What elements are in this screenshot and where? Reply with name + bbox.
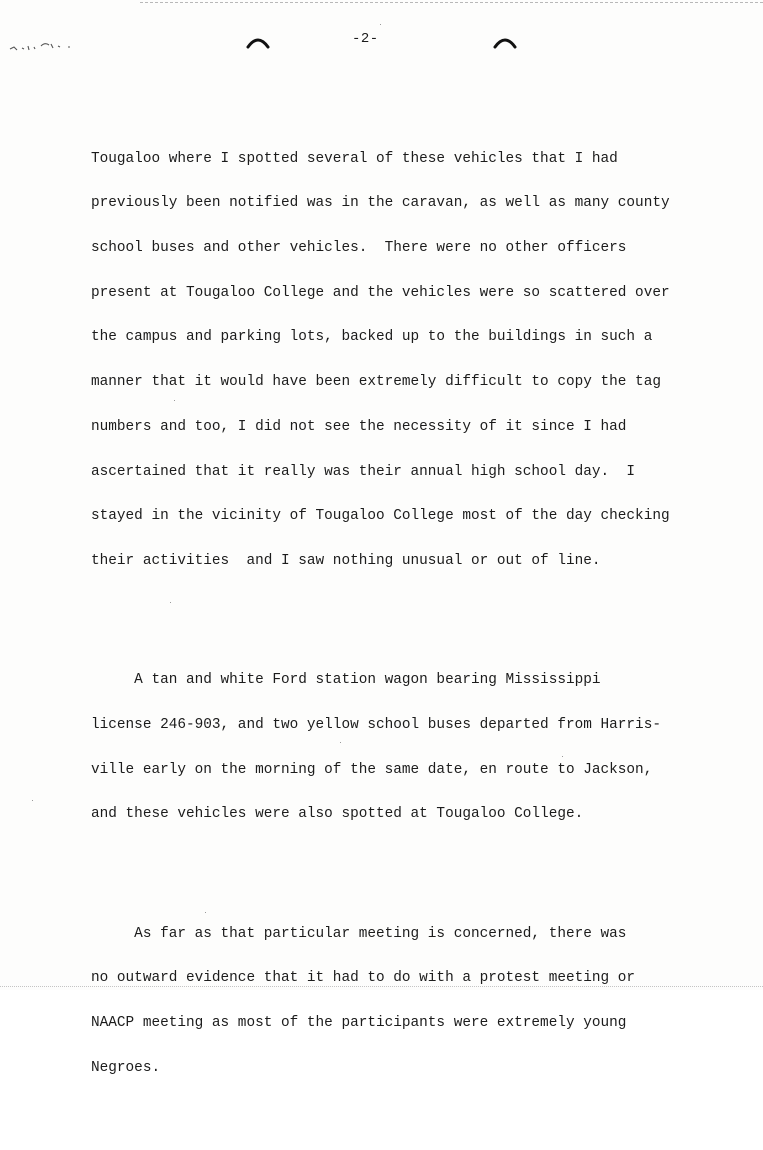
corner-smudge-mark xyxy=(8,40,78,54)
text-line: the campus and parking lots, backed up to the buildings in such a xyxy=(91,329,653,346)
text-line: their activities and I saw nothing unusual or out of line. xyxy=(91,552,601,569)
text-line: ville early on the morning of the same date, en route to Jackson, xyxy=(91,761,653,778)
page-number: -2- xyxy=(352,31,379,47)
text-line: stayed in the vicinity of Tougaloo College most of the day checking xyxy=(91,508,670,525)
paper-speck xyxy=(32,800,33,801)
text-line: Negroes. xyxy=(91,1059,161,1076)
bottom-edge-border xyxy=(0,986,763,987)
paper-speck xyxy=(174,400,175,401)
text-line: and these vehicles were also spotted at Tougaloo College. xyxy=(91,806,584,823)
paper-speck xyxy=(170,602,171,603)
paragraph-3 xyxy=(91,897,731,1106)
paper-speck xyxy=(205,912,206,913)
text-line: Tougaloo where I spotted several of these vehicles that I had xyxy=(91,150,618,167)
text-line: As far as that particular meeting is concerned, there was xyxy=(91,925,627,942)
text-line: A tan and white Ford station wagon bearing Mississippi xyxy=(91,672,601,689)
top-edge-border xyxy=(140,2,763,3)
text-line: school buses and other vehicles. There were no other officers xyxy=(91,240,627,257)
document-body xyxy=(91,92,731,1150)
punch-hole-mark-left xyxy=(246,36,270,48)
paper-speck xyxy=(380,24,381,25)
paper-speck xyxy=(562,756,563,757)
text-line: previously been notified was in the caravan, as well as many county xyxy=(91,195,670,212)
text-line: manner that it would have been extremely difficult to copy the tag xyxy=(91,374,661,391)
text-line: license 246-903, and two yellow school buses departed from Harris- xyxy=(91,716,661,733)
text-line: no outward evidence that it had to do with a protest meeting or xyxy=(91,970,636,987)
text-line: present at Tougaloo College and the vehicles were so scattered over xyxy=(91,284,670,301)
punch-hole-mark-right xyxy=(493,36,517,48)
paragraph-1 xyxy=(91,122,731,599)
text-line: ascertained that it really was their annual high school day. I xyxy=(91,463,636,480)
text-line: numbers and too, I did not see the necessity of it since I had xyxy=(91,418,627,435)
paper-speck xyxy=(340,742,341,743)
text-line: NAACP meeting as most of the participants were extremely young xyxy=(91,1014,627,1031)
paragraph-2 xyxy=(91,643,731,852)
